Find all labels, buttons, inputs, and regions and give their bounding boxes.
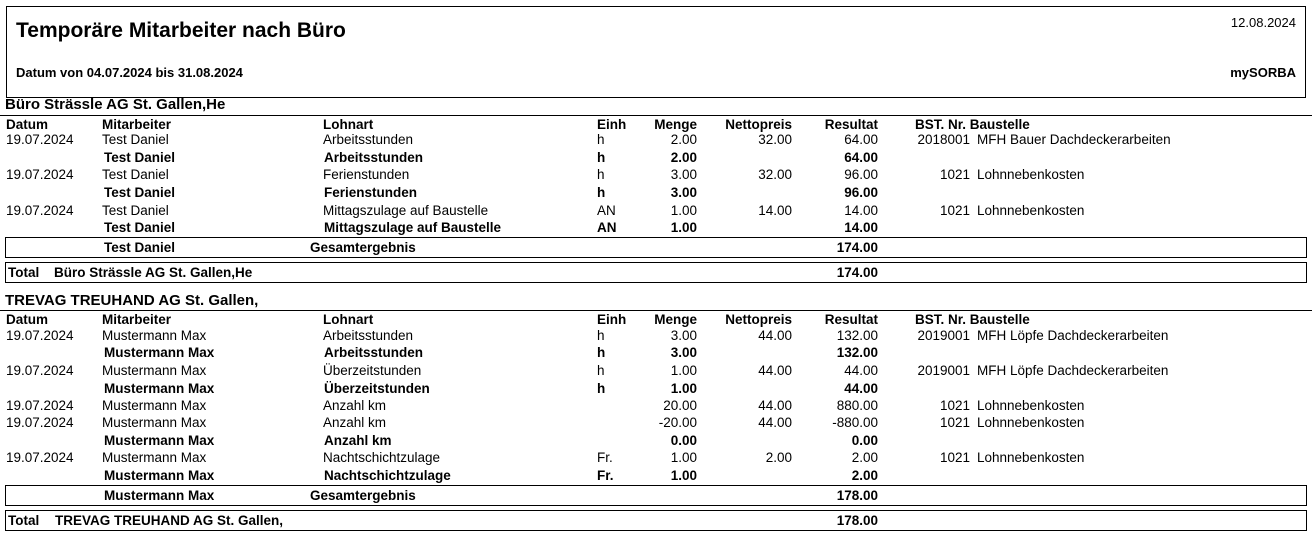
cell-resultat: -880.00 bbox=[832, 415, 878, 430]
col-header-baustelle: BST. Nr. Baustelle bbox=[915, 117, 1030, 132]
cell-mitarbeiter: Test Daniel bbox=[104, 150, 176, 165]
cell-menge: 3.00 bbox=[670, 167, 697, 182]
cell-menge: 2.00 bbox=[670, 132, 697, 147]
cell-menge: 3.00 bbox=[670, 328, 697, 343]
cell-einh: h bbox=[597, 132, 605, 147]
col-header-menge: Menge bbox=[654, 117, 697, 132]
cell-bst-nr: 2019001 bbox=[917, 363, 970, 378]
cell-baustelle: MFH Löpfe Dachdeckerarbeiten bbox=[977, 363, 1169, 378]
cell-datum: 19.07.2024 bbox=[6, 415, 74, 430]
cell-bst-nr: 1021 bbox=[939, 167, 970, 182]
cell-mitarbeiter: Mustermann Max bbox=[102, 398, 207, 413]
col-header-einh: Einh bbox=[597, 117, 627, 132]
cell-resultat: 0.00 bbox=[851, 433, 878, 448]
cell-resultat: 44.00 bbox=[844, 363, 878, 378]
col-header-lohnart: Lohnart bbox=[323, 312, 374, 327]
cell-lohnart: Arbeitsstunden bbox=[324, 345, 424, 360]
cell-einh: Fr. bbox=[597, 450, 613, 465]
cell-resultat: 64.00 bbox=[844, 132, 878, 147]
cell-resultat: 132.00 bbox=[836, 345, 878, 360]
cell-baustelle: Lohnnebenkosten bbox=[977, 167, 1085, 182]
cell-nettopreis: 44.00 bbox=[758, 328, 792, 343]
office-heading: TREVAG TREUHAND AG St. Gallen, bbox=[5, 292, 259, 309]
cell-datum: 19.07.2024 bbox=[6, 363, 74, 378]
cell-menge: -20.00 bbox=[658, 415, 697, 430]
report-period: Datum von 04.07.2024 bis 31.08.2024 bbox=[16, 65, 243, 80]
cell-bst-nr: 1021 bbox=[939, 398, 970, 413]
cell-mitarbeiter: Mustermann Max bbox=[102, 450, 207, 465]
cell-resultat: 64.00 bbox=[844, 150, 878, 165]
cell-resultat: 96.00 bbox=[844, 167, 878, 182]
report-title: Temporäre Mitarbeiter nach Büro bbox=[16, 19, 346, 42]
office-total-label: Total bbox=[8, 513, 40, 528]
office-total-name: TREVAG TREUHAND AG St. Gallen, bbox=[55, 513, 284, 528]
cell-nettopreis: 2.00 bbox=[765, 450, 792, 465]
cell-einh: h bbox=[597, 150, 606, 165]
cell-resultat: 880.00 bbox=[836, 398, 878, 413]
cell-mitarbeiter: Mustermann Max bbox=[104, 381, 215, 396]
cell-lohnart: Anzahl km bbox=[323, 398, 387, 413]
cell-einh: h bbox=[597, 328, 605, 343]
cell-datum: 19.07.2024 bbox=[6, 132, 74, 147]
cell-lohnart: Mittagszulage auf Baustelle bbox=[323, 203, 489, 218]
grand-total-employee: Test Daniel bbox=[104, 240, 176, 255]
cell-nettopreis: 44.00 bbox=[758, 398, 792, 413]
cell-menge: 1.00 bbox=[670, 450, 697, 465]
cell-resultat: 2.00 bbox=[851, 450, 878, 465]
cell-bst-nr: 1021 bbox=[939, 450, 970, 465]
office-total-name: Büro Strässle AG St. Gallen,He bbox=[54, 265, 253, 280]
cell-datum: 19.07.2024 bbox=[6, 167, 74, 182]
cell-einh: AN bbox=[597, 203, 616, 218]
cell-einh: h bbox=[597, 363, 605, 378]
cell-lohnart: Überzeitstunden bbox=[323, 363, 422, 378]
cell-lohnart: Arbeitsstunden bbox=[323, 328, 414, 343]
cell-resultat: 14.00 bbox=[844, 220, 878, 235]
cell-resultat: 44.00 bbox=[844, 381, 878, 396]
cell-mitarbeiter: Mustermann Max bbox=[102, 363, 207, 378]
col-header-baustelle: BST. Nr. Baustelle bbox=[915, 312, 1030, 327]
cell-nettopreis: 14.00 bbox=[758, 203, 792, 218]
cell-mitarbeiter: Test Daniel bbox=[102, 203, 169, 218]
cell-lohnart: Mittagszulage auf Baustelle bbox=[324, 220, 502, 235]
cell-nettopreis: 32.00 bbox=[758, 132, 792, 147]
cell-mitarbeiter: Test Daniel bbox=[104, 185, 176, 200]
cell-baustelle: Lohnnebenkosten bbox=[977, 450, 1085, 465]
cell-baustelle: Lohnnebenkosten bbox=[977, 398, 1085, 413]
office-divider bbox=[0, 115, 1312, 116]
cell-lohnart: Ferienstunden bbox=[323, 167, 410, 182]
cell-einh: h bbox=[597, 185, 606, 200]
cell-mitarbeiter: Test Daniel bbox=[102, 132, 169, 147]
col-header-lohnart: Lohnart bbox=[323, 117, 374, 132]
col-header-nettopreis: Nettopreis bbox=[725, 312, 792, 327]
cell-lohnart: Arbeitsstunden bbox=[323, 132, 414, 147]
office-divider bbox=[0, 310, 1312, 311]
grand-total-employee: Mustermann Max bbox=[104, 488, 215, 503]
cell-menge: 1.00 bbox=[670, 363, 697, 378]
cell-bst-nr: 1021 bbox=[939, 415, 970, 430]
report-date: 12.08.2024 bbox=[1230, 15, 1296, 30]
cell-mitarbeiter: Test Daniel bbox=[102, 167, 169, 182]
office-total-label: Total bbox=[8, 265, 40, 280]
cell-einh: h bbox=[597, 345, 606, 360]
cell-resultat: 2.00 bbox=[851, 468, 878, 483]
cell-bst-nr: 2018001 bbox=[917, 132, 970, 147]
cell-datum: 19.07.2024 bbox=[6, 203, 74, 218]
cell-lohnart: Nachtschichtzulage bbox=[323, 450, 441, 465]
cell-einh: h bbox=[597, 167, 605, 182]
col-header-resultat: Resultat bbox=[824, 312, 878, 327]
cell-baustelle: Lohnnebenkosten bbox=[977, 203, 1085, 218]
cell-resultat: 96.00 bbox=[844, 185, 878, 200]
office-total-value: 178.00 bbox=[836, 513, 878, 528]
cell-menge: 1.00 bbox=[670, 381, 697, 396]
col-header-menge: Menge bbox=[654, 312, 697, 327]
cell-nettopreis: 44.00 bbox=[758, 415, 792, 430]
cell-mitarbeiter: Mustermann Max bbox=[102, 415, 207, 430]
cell-lohnart: Anzahl km bbox=[324, 433, 392, 448]
cell-mitarbeiter: Mustermann Max bbox=[104, 433, 215, 448]
cell-mitarbeiter: Mustermann Max bbox=[104, 468, 215, 483]
cell-lohnart: Nachtschichtzulage bbox=[324, 468, 451, 483]
cell-menge: 0.00 bbox=[670, 433, 697, 448]
cell-resultat: 132.00 bbox=[836, 328, 878, 343]
cell-einh: AN bbox=[597, 220, 617, 235]
office-heading: Büro Strässle AG St. Gallen,He bbox=[5, 96, 226, 113]
col-header-mitarbeiter: Mitarbeiter bbox=[102, 312, 172, 327]
cell-mitarbeiter: Mustermann Max bbox=[104, 345, 215, 360]
grand-total-label: Gesamtergebnis bbox=[310, 240, 416, 255]
cell-nettopreis: 44.00 bbox=[758, 363, 792, 378]
cell-menge: 3.00 bbox=[670, 185, 697, 200]
cell-menge: 20.00 bbox=[663, 398, 697, 413]
col-header-datum: Datum bbox=[6, 117, 49, 132]
cell-datum: 19.07.2024 bbox=[6, 398, 74, 413]
cell-mitarbeiter: Test Daniel bbox=[104, 220, 176, 235]
col-header-einh: Einh bbox=[597, 312, 627, 327]
cell-bst-nr: 2019001 bbox=[917, 328, 970, 343]
office-total-value: 174.00 bbox=[836, 265, 878, 280]
col-header-resultat: Resultat bbox=[824, 117, 878, 132]
cell-einh: h bbox=[597, 381, 606, 396]
cell-lohnart: Ferienstunden bbox=[324, 185, 418, 200]
cell-menge: 1.00 bbox=[670, 468, 697, 483]
cell-baustelle: MFH Bauer Dachdeckerarbeiten bbox=[977, 132, 1171, 147]
cell-baustelle: Lohnnebenkosten bbox=[977, 415, 1085, 430]
brand-label: mySORBA bbox=[1230, 65, 1296, 80]
cell-datum: 19.07.2024 bbox=[6, 450, 74, 465]
grand-total-value: 174.00 bbox=[836, 240, 878, 255]
cell-lohnart: Überzeitstunden bbox=[324, 381, 430, 396]
cell-menge: 3.00 bbox=[670, 345, 697, 360]
cell-menge: 2.00 bbox=[670, 150, 697, 165]
col-header-nettopreis: Nettopreis bbox=[725, 117, 792, 132]
cell-menge: 1.00 bbox=[670, 203, 697, 218]
col-header-datum: Datum bbox=[6, 312, 49, 327]
grand-total-label: Gesamtergebnis bbox=[310, 488, 416, 503]
col-header-mitarbeiter: Mitarbeiter bbox=[102, 117, 172, 132]
cell-nettopreis: 32.00 bbox=[758, 167, 792, 182]
cell-lohnart: Arbeitsstunden bbox=[324, 150, 424, 165]
grand-total-value: 178.00 bbox=[836, 488, 878, 503]
cell-resultat: 14.00 bbox=[844, 203, 878, 218]
cell-mitarbeiter: Mustermann Max bbox=[102, 328, 207, 343]
cell-einh: Fr. bbox=[597, 468, 614, 483]
cell-lohnart: Anzahl km bbox=[323, 415, 387, 430]
grand-total-box bbox=[5, 237, 1307, 258]
cell-menge: 1.00 bbox=[670, 220, 697, 235]
cell-bst-nr: 1021 bbox=[939, 203, 970, 218]
cell-baustelle: MFH Löpfe Dachdeckerarbeiten bbox=[977, 328, 1169, 343]
cell-datum: 19.07.2024 bbox=[6, 328, 74, 343]
